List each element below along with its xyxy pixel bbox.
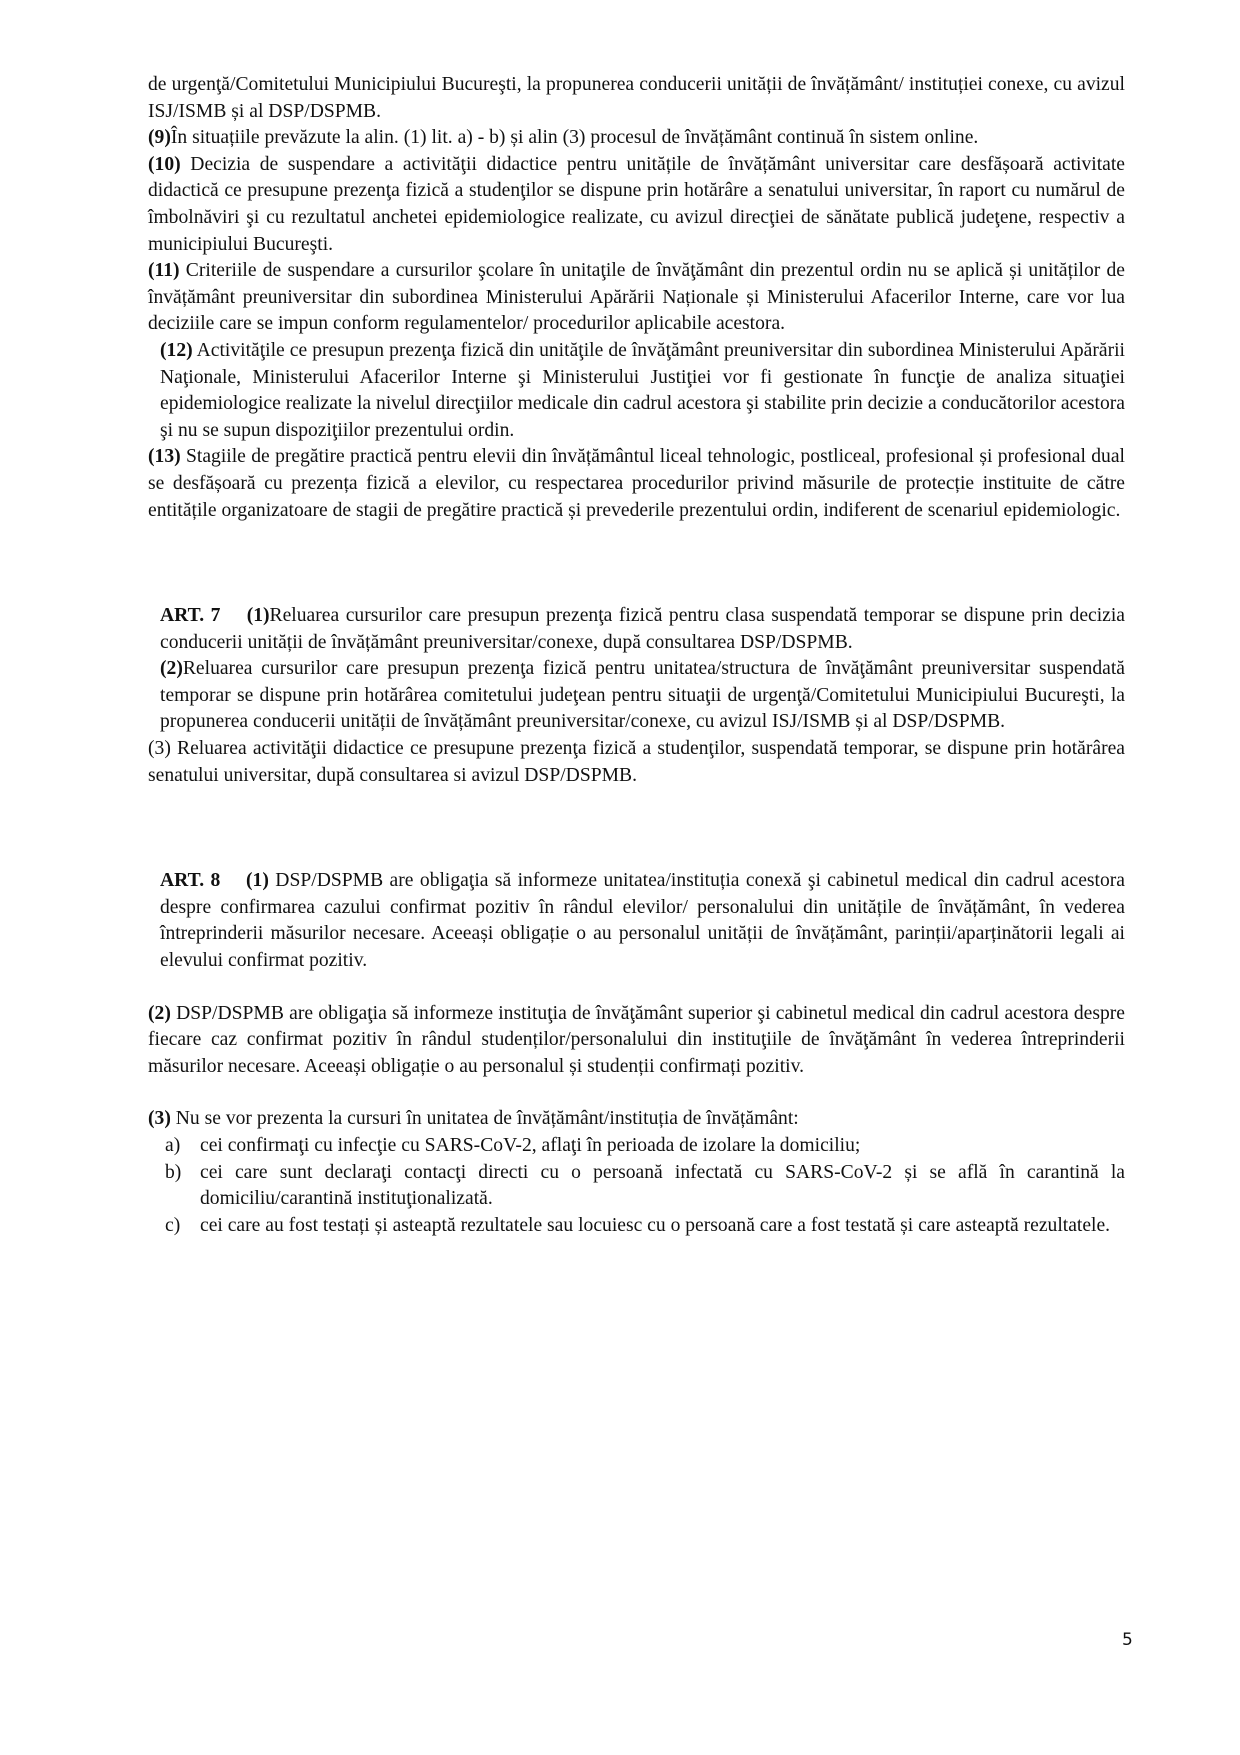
art7-paragraph-3: (3) Reluarea activităţii didactice ce presupune prezenţa fizică a studenţilor, suspendată temporar, se dispune prin hotărârea senatului universitar, după consultarea si avizul DSP/DSPMB. [148, 738, 1125, 786]
paragraph-10: (10) Decizia de suspendare a activităţii didactice pentru unitățile de învățământ universitar care desfășoară activitate didactică ce presupune prezenţa fizică a studenţilor se dispune prin hotărâre a senatului universitar, în raport cu numărul de îmbolnăviri şi cu rezultatul anchetei epidemiologice realizate, cu avizul direcţiei de sănătate publică judeţene, respectiv a municipiului Bucureşti. [148, 153, 1125, 255]
page-number: 5 [1122, 1630, 1133, 1650]
art8-paragraph-3: (3) Nu se vor prezenta la cursuri în unitatea de învățământ/instituția de învățământ: [148, 1108, 799, 1130]
art8-paragraph-1: ART. 8 (1) DSP/DSPMB are obligaţia să informeze unitatea/instituția conexă şi cabinetul medical din cadrul acestora despre confirmarea cazului confirmat pozitiv în rândul elevilor/ personalului din unitățile de învățământ, în vederea întreprinderii măsurilor necesare. Aceeași obligație o au personalul unității de învățământ, parinții/aparținătorii legali ai elevului confirmat pozitiv. [160, 870, 1125, 972]
art8-paragraph-2: (2) DSP/DSPMB are obligaţia să informeze instituţia de învăţământ superior şi cabinetul medical din cadrul acestora despre fiecare caz confirmat pozitiv în rândul studenților/personalului din instituţiile de învăţământ în vederea întreprinderii măsurilor necesare. Aceeași obligație o au personalul și studenții confirmați pozitiv. [148, 1002, 1125, 1077]
paragraph-number: (3) [148, 1108, 171, 1130]
paragraph-number: (13) [148, 446, 181, 468]
paragraph-number: (10) [148, 153, 181, 175]
paragraph-number: (12) [160, 339, 193, 361]
paragraph-number: (1) [246, 605, 270, 627]
art7-paragraph-2: (2)Reluarea cursurilor care presupun prezenţa fizică pentru unitatea/structura de învăţământ preuniversitar suspendată temporar se dispune prin hotărârea comitetului judeţean pentru situaţii de urgenţă/Comitetului Municipiului Bucureşti, la propunerea conducerii unității de învățământ preuniversitar/conexe, cu avizul ISJ/ISMB și al DSP/DSPMB. [160, 658, 1125, 733]
paragraph-number: (11) [148, 260, 180, 282]
paragraph-12: (12) Activităţile ce presupun prezenţa fizică din unităţile de învăţământ preuniversitar din subordinea Ministerului Apărării Naţionale, Ministerului Afacerilor Interne şi Ministerului Justiţiei vor fi gestionate în funcţie de analiza situaţiei epidemiologice realizate la nivelul direcţiilor medicale din cadrul acestora şi stabilite prin decizie a conducătorilor acestora şi nu se supun dispoziţiilor prezentului ordin. [160, 339, 1125, 441]
list-item: a) cei confirmaţi cu infecţie cu SARS-CoV-2, aflaţi în perioada de izolare la domiciliu; [165, 1135, 861, 1156]
paragraph-11: (11) Criteriile de suspendare a cursurilor şcolare în unitaţile de învăţământ din prezentul ordin nu se aplică și unităților de învățământ preuniversitar din subordinea Ministerului Apărării Naționale și Ministerului Afacerilor Interne, care vor lua deciziile care se impun conform regulamentelor/ procedurilor aplicabile acestora. [148, 260, 1125, 335]
paragraph-number: (2) [148, 1002, 171, 1024]
exclusion-list [148, 1133, 1125, 1239]
paragraph-13: (13) Stagiile de pregătire practică pentru elevii din învățământul liceal tehnologic, postliceal, profesional și profesional dual se desfășoară cu prezența fizică a elevilor, cu respectarea procedurilor privind măsurile de protecție instituite de către entitățile organizatoare de stagii de pregătire practică și prevederile prezentului ordin, indiferent de scenariul epidemiologic. [148, 446, 1125, 521]
paragraph-number: (2) [160, 658, 183, 680]
paragraph-9: (9)În situațiile prevăzute la alin. (1) lit. a) - b) și alin (3) procesul de învățământ continuă în sistem online. [148, 127, 979, 149]
article-title: ART. 8 [160, 870, 221, 892]
paragraph-number: (1) [246, 870, 269, 892]
paragraph-number: (9) [148, 127, 171, 149]
continued-paragraph: de urgenţă/Comitetului Municipiului Bucureşti, la propunerea conducerii unității de învățământ/ instituției conexe, cu avizul ISJ/ISMB și al DSP/DSPMB. [148, 74, 1125, 122]
article-title: ART. 7 [160, 605, 221, 627]
list-item: b) cei care sunt declaraţi contacţi directi cu o persoană infectată cu SARS-CoV-2 și se află în carantină la domiciliu/carantină instituţionalizată. [165, 1161, 1125, 1210]
list-item: c) cei care au fost testați și asteaptă rezultatele sau locuiesc cu o persoană care a fost testată și care asteaptă rezultatele. [165, 1214, 1111, 1236]
art7-paragraph-1: ART. 7 (1)Reluarea cursurilor care presupun prezenţa fizică pentru clasa suspendată temporar se dispune prin decizia conducerii unității de învățământ preuniversitar/conexe, după consultarea DSP/DSPMB. [160, 605, 1125, 653]
document-page [148, 72, 1125, 1239]
